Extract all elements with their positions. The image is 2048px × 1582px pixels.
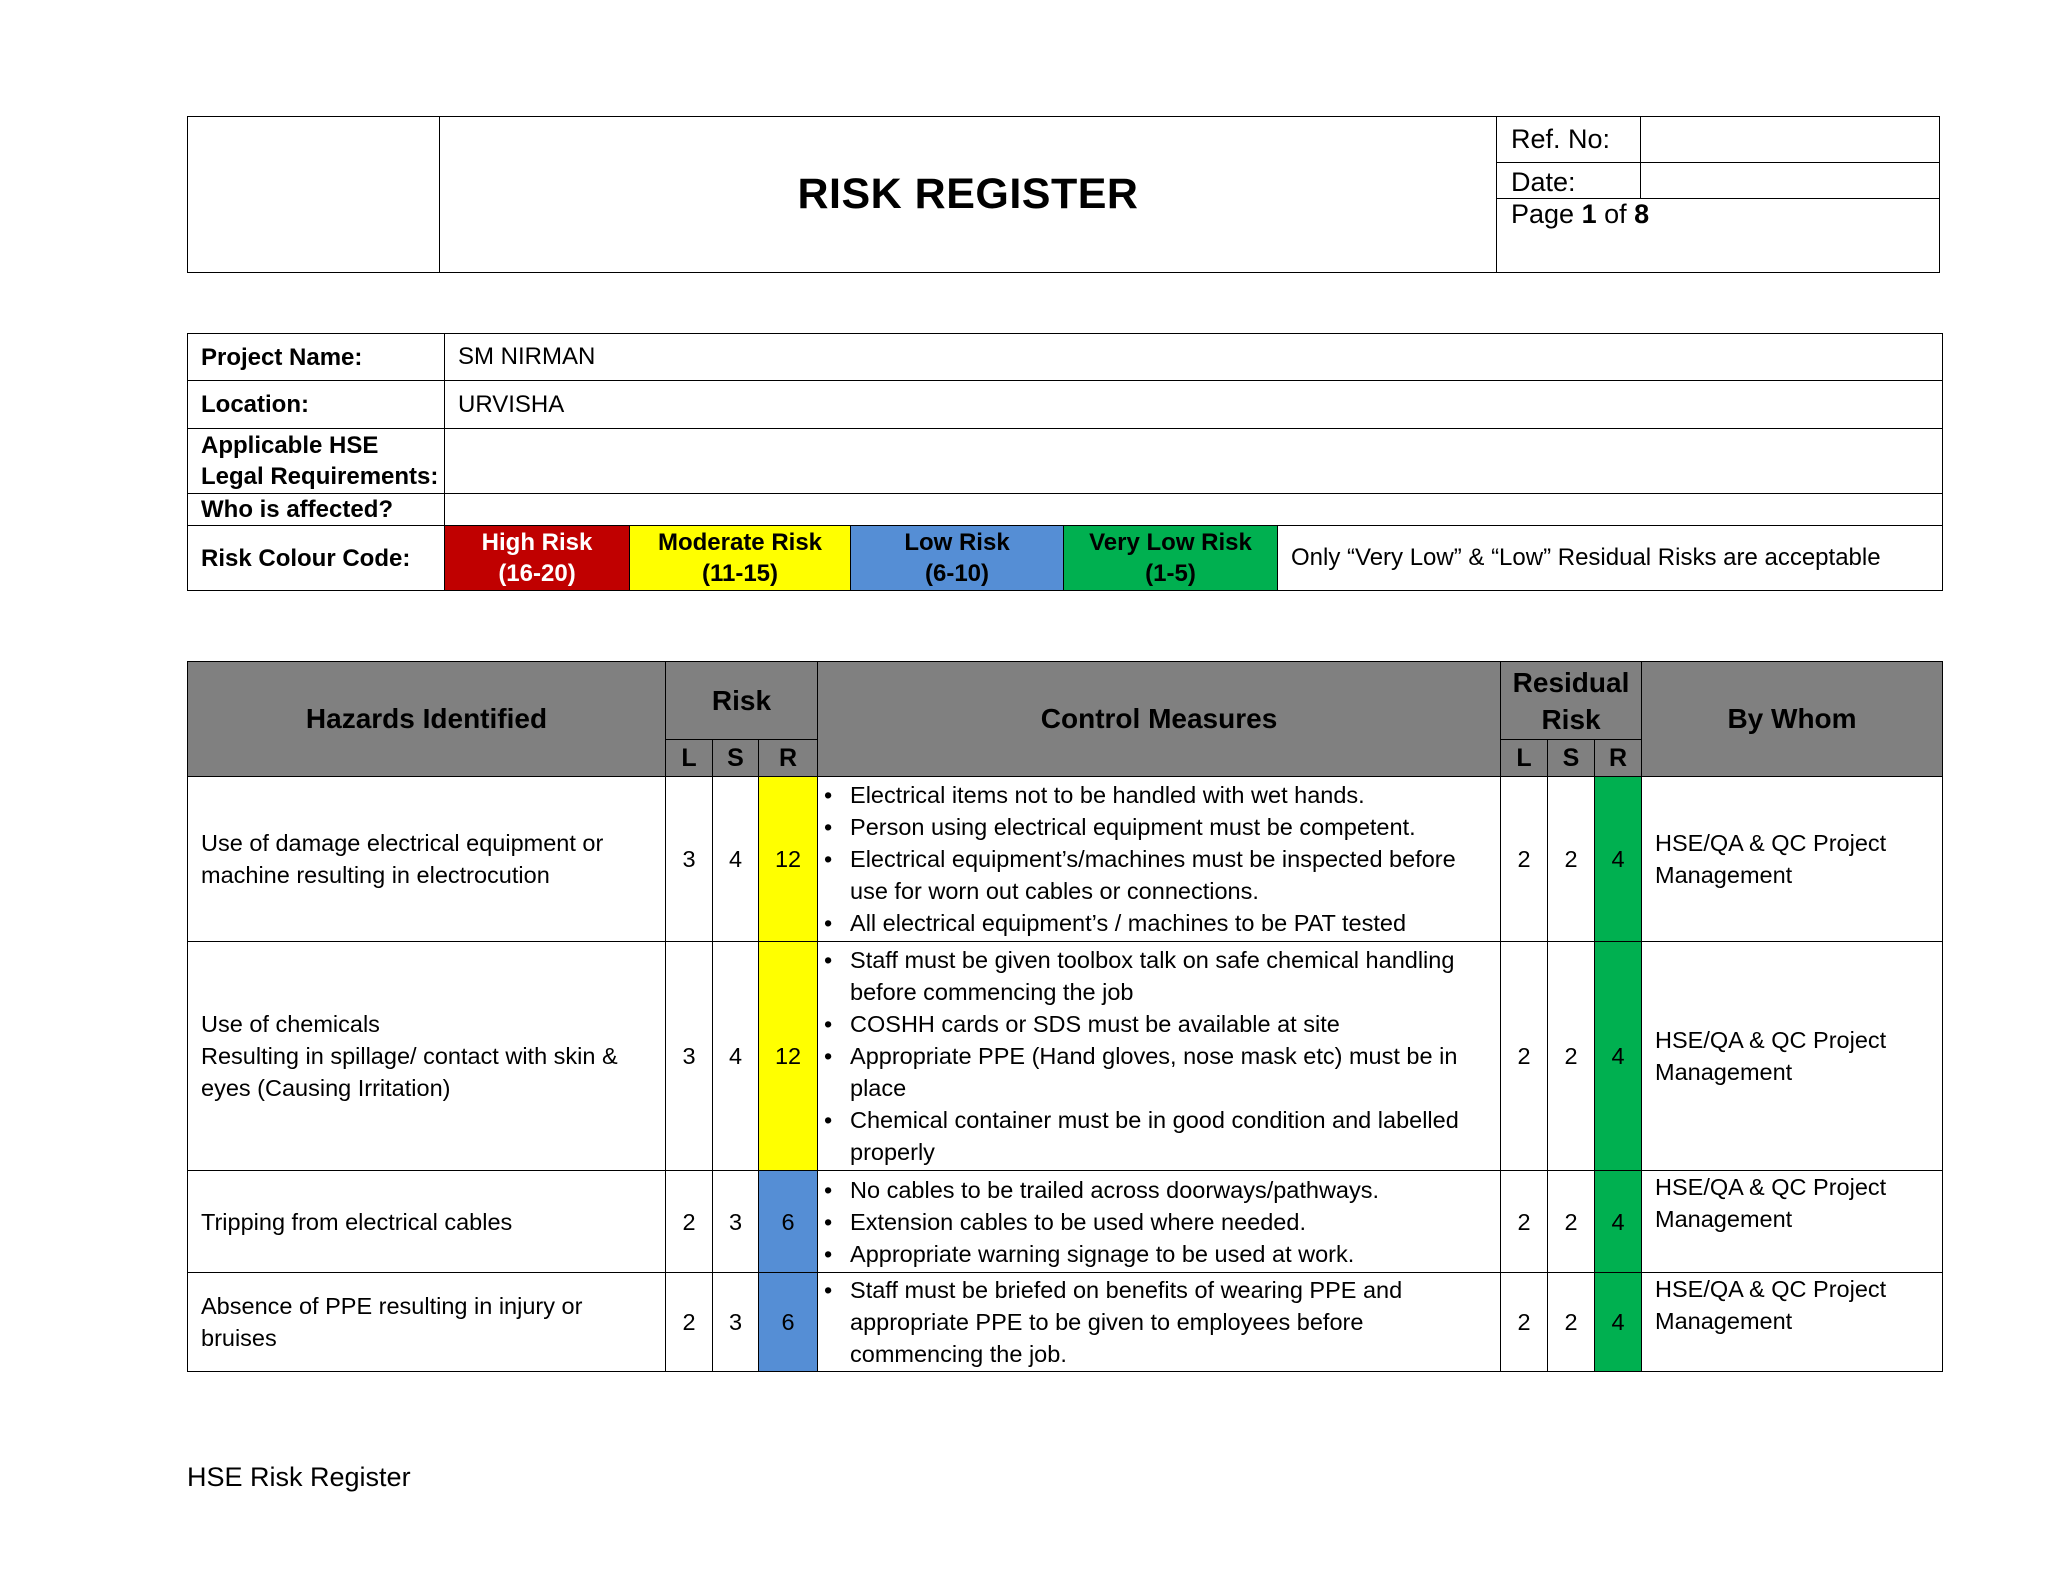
acceptable-risk-note: Only “Very Low” & “Low” Residual Risks are acceptable [1278, 526, 1943, 591]
risk-l-cell: 2 [666, 1171, 713, 1273]
legal-requirements-value [445, 429, 1943, 494]
page-number: Page 1 of 8 [1497, 199, 1940, 273]
location-value: URVISHA [445, 381, 1943, 429]
control-measures-cell [818, 777, 1501, 942]
very-low-risk-code: Very Low Risk (1-5) [1064, 526, 1278, 591]
residual-s-cell: 2 [1548, 1171, 1595, 1273]
residual-risk-header: Residual Risk [1501, 662, 1642, 740]
project-name-value: SM NIRMAN [445, 334, 1943, 381]
control-measure-item: • Person using electrical equipment must be competent. [850, 811, 1500, 843]
high-risk-code: High Risk (16-20) [445, 526, 630, 591]
risk-s-cell: 3 [713, 1171, 759, 1273]
table-row [188, 777, 1943, 942]
by-whom-cell: HSE/QA & QC Project Management [1642, 1273, 1943, 1372]
risk-r-cell: 6 [759, 1273, 818, 1372]
residual-s-header: S [1548, 740, 1595, 777]
table-row [188, 1273, 1943, 1372]
residual-l-cell: 2 [1501, 1273, 1548, 1372]
residual-l-header: L [1501, 740, 1548, 777]
risk-s-cell: 4 [713, 777, 759, 942]
hazard-cell: Absence of PPE resulting in injury or bruises [188, 1273, 666, 1372]
residual-l-cell: 2 [1501, 1171, 1548, 1273]
control-measure-item: • Staff must be given toolbox talk on safe chemical handling before commencing the job [850, 944, 1500, 1008]
control-measures-cell [818, 942, 1501, 1171]
risk-header: Risk [666, 662, 818, 740]
residual-l-cell: 2 [1501, 942, 1548, 1171]
by-whom-cell: HSE/QA & QC Project Management [1642, 1171, 1943, 1273]
moderate-risk-code: Moderate Risk (11-15) [630, 526, 851, 591]
risk-register-table [187, 661, 1943, 1372]
control-measure-item: • Appropriate warning signage to be used at work. [850, 1238, 1500, 1270]
control-measure-item: • Extension cables to be used where needed. [850, 1206, 1500, 1238]
control-measure-item: • All electrical equipment’s / machines to be PAT tested [850, 907, 1500, 939]
hazard-line: Use of chemicals [201, 1011, 380, 1037]
control-measure-item: • COSHH cards or SDS must be available at site [850, 1008, 1500, 1040]
risk-l-header: L [666, 740, 713, 777]
residual-r-cell: 4 [1595, 1171, 1642, 1273]
control-measure-item: • Electrical items not to be handled with wet hands. [850, 779, 1500, 811]
document-header [187, 116, 1940, 273]
residual-s-cell: 2 [1548, 777, 1595, 942]
control-measure-item: • Staff must be briefed on benefits of wearing PPE and appropriate PPE to be given to employees before commencing the job. [850, 1274, 1500, 1370]
residual-r-cell: 4 [1595, 1273, 1642, 1372]
risk-l-cell: 3 [666, 942, 713, 1171]
control-measures-header: Control Measures [818, 662, 1501, 777]
by-whom-cell: HSE/QA & QC Project Management [1642, 777, 1943, 942]
risk-r-cell: 12 [759, 777, 818, 942]
residual-s-cell: 2 [1548, 1273, 1595, 1372]
residual-l-cell: 2 [1501, 777, 1548, 942]
hazard-cell [188, 942, 666, 1171]
residual-s-cell: 2 [1548, 942, 1595, 1171]
table-row [188, 1171, 1943, 1273]
project-name-label: Project Name: [188, 334, 445, 381]
risk-l-cell: 2 [666, 1273, 713, 1372]
control-measure-item: • Electrical equipment’s/machines must be inspected before use for worn out cables or connections. [850, 843, 1500, 907]
risk-r-cell: 6 [759, 1171, 818, 1273]
risk-colour-code-label: Risk Colour Code: [188, 526, 445, 591]
residual-r-cell: 4 [1595, 942, 1642, 1171]
residual-r-cell: 4 [1595, 777, 1642, 942]
legal-requirements-label: Applicable HSE Legal Requirements: [188, 429, 445, 494]
date-value [1641, 163, 1940, 199]
hazard-cell: Tripping from electrical cables [188, 1171, 666, 1273]
ref-no-value [1641, 117, 1940, 163]
ref-no-label: Ref. No: [1497, 117, 1641, 163]
location-label: Location: [188, 381, 445, 429]
hazard-line: Resulting in spillage/ contact with skin & eyes (Causing Irritation) [201, 1043, 618, 1101]
risk-r-header: R [759, 740, 818, 777]
date-label: Date: [1497, 163, 1641, 199]
by-whom-header: By Whom [1642, 662, 1943, 777]
control-measures-cell [818, 1273, 1501, 1372]
logo-area [188, 117, 440, 273]
project-info-table [187, 333, 1943, 591]
risk-s-header: S [713, 740, 759, 777]
low-risk-code: Low Risk (6-10) [851, 526, 1064, 591]
residual-r-header: R [1595, 740, 1642, 777]
control-measure-item: • Appropriate PPE (Hand gloves, nose mask etc) must be in place [850, 1040, 1500, 1104]
who-affected-label: Who is affected? [188, 494, 445, 526]
document-title: RISK REGISTER [440, 117, 1497, 273]
table-row [188, 942, 1943, 1171]
risk-r-cell: 12 [759, 942, 818, 1171]
page-footer: HSE Risk Register [187, 1462, 411, 1492]
hazards-header: Hazards Identified [188, 662, 666, 777]
by-whom-cell: HSE/QA & QC Project Management [1642, 942, 1943, 1171]
control-measure-item: • No cables to be trailed across doorways/pathways. [850, 1174, 1500, 1206]
risk-s-cell: 4 [713, 942, 759, 1171]
risk-s-cell: 3 [713, 1273, 759, 1372]
hazard-cell: Use of damage electrical equipment or machine resulting in electrocution [188, 777, 666, 942]
control-measures-cell [818, 1171, 1501, 1273]
control-measure-item: • Chemical container must be in good condition and labelled properly [850, 1104, 1500, 1168]
risk-l-cell: 3 [666, 777, 713, 942]
who-affected-value [445, 494, 1943, 526]
